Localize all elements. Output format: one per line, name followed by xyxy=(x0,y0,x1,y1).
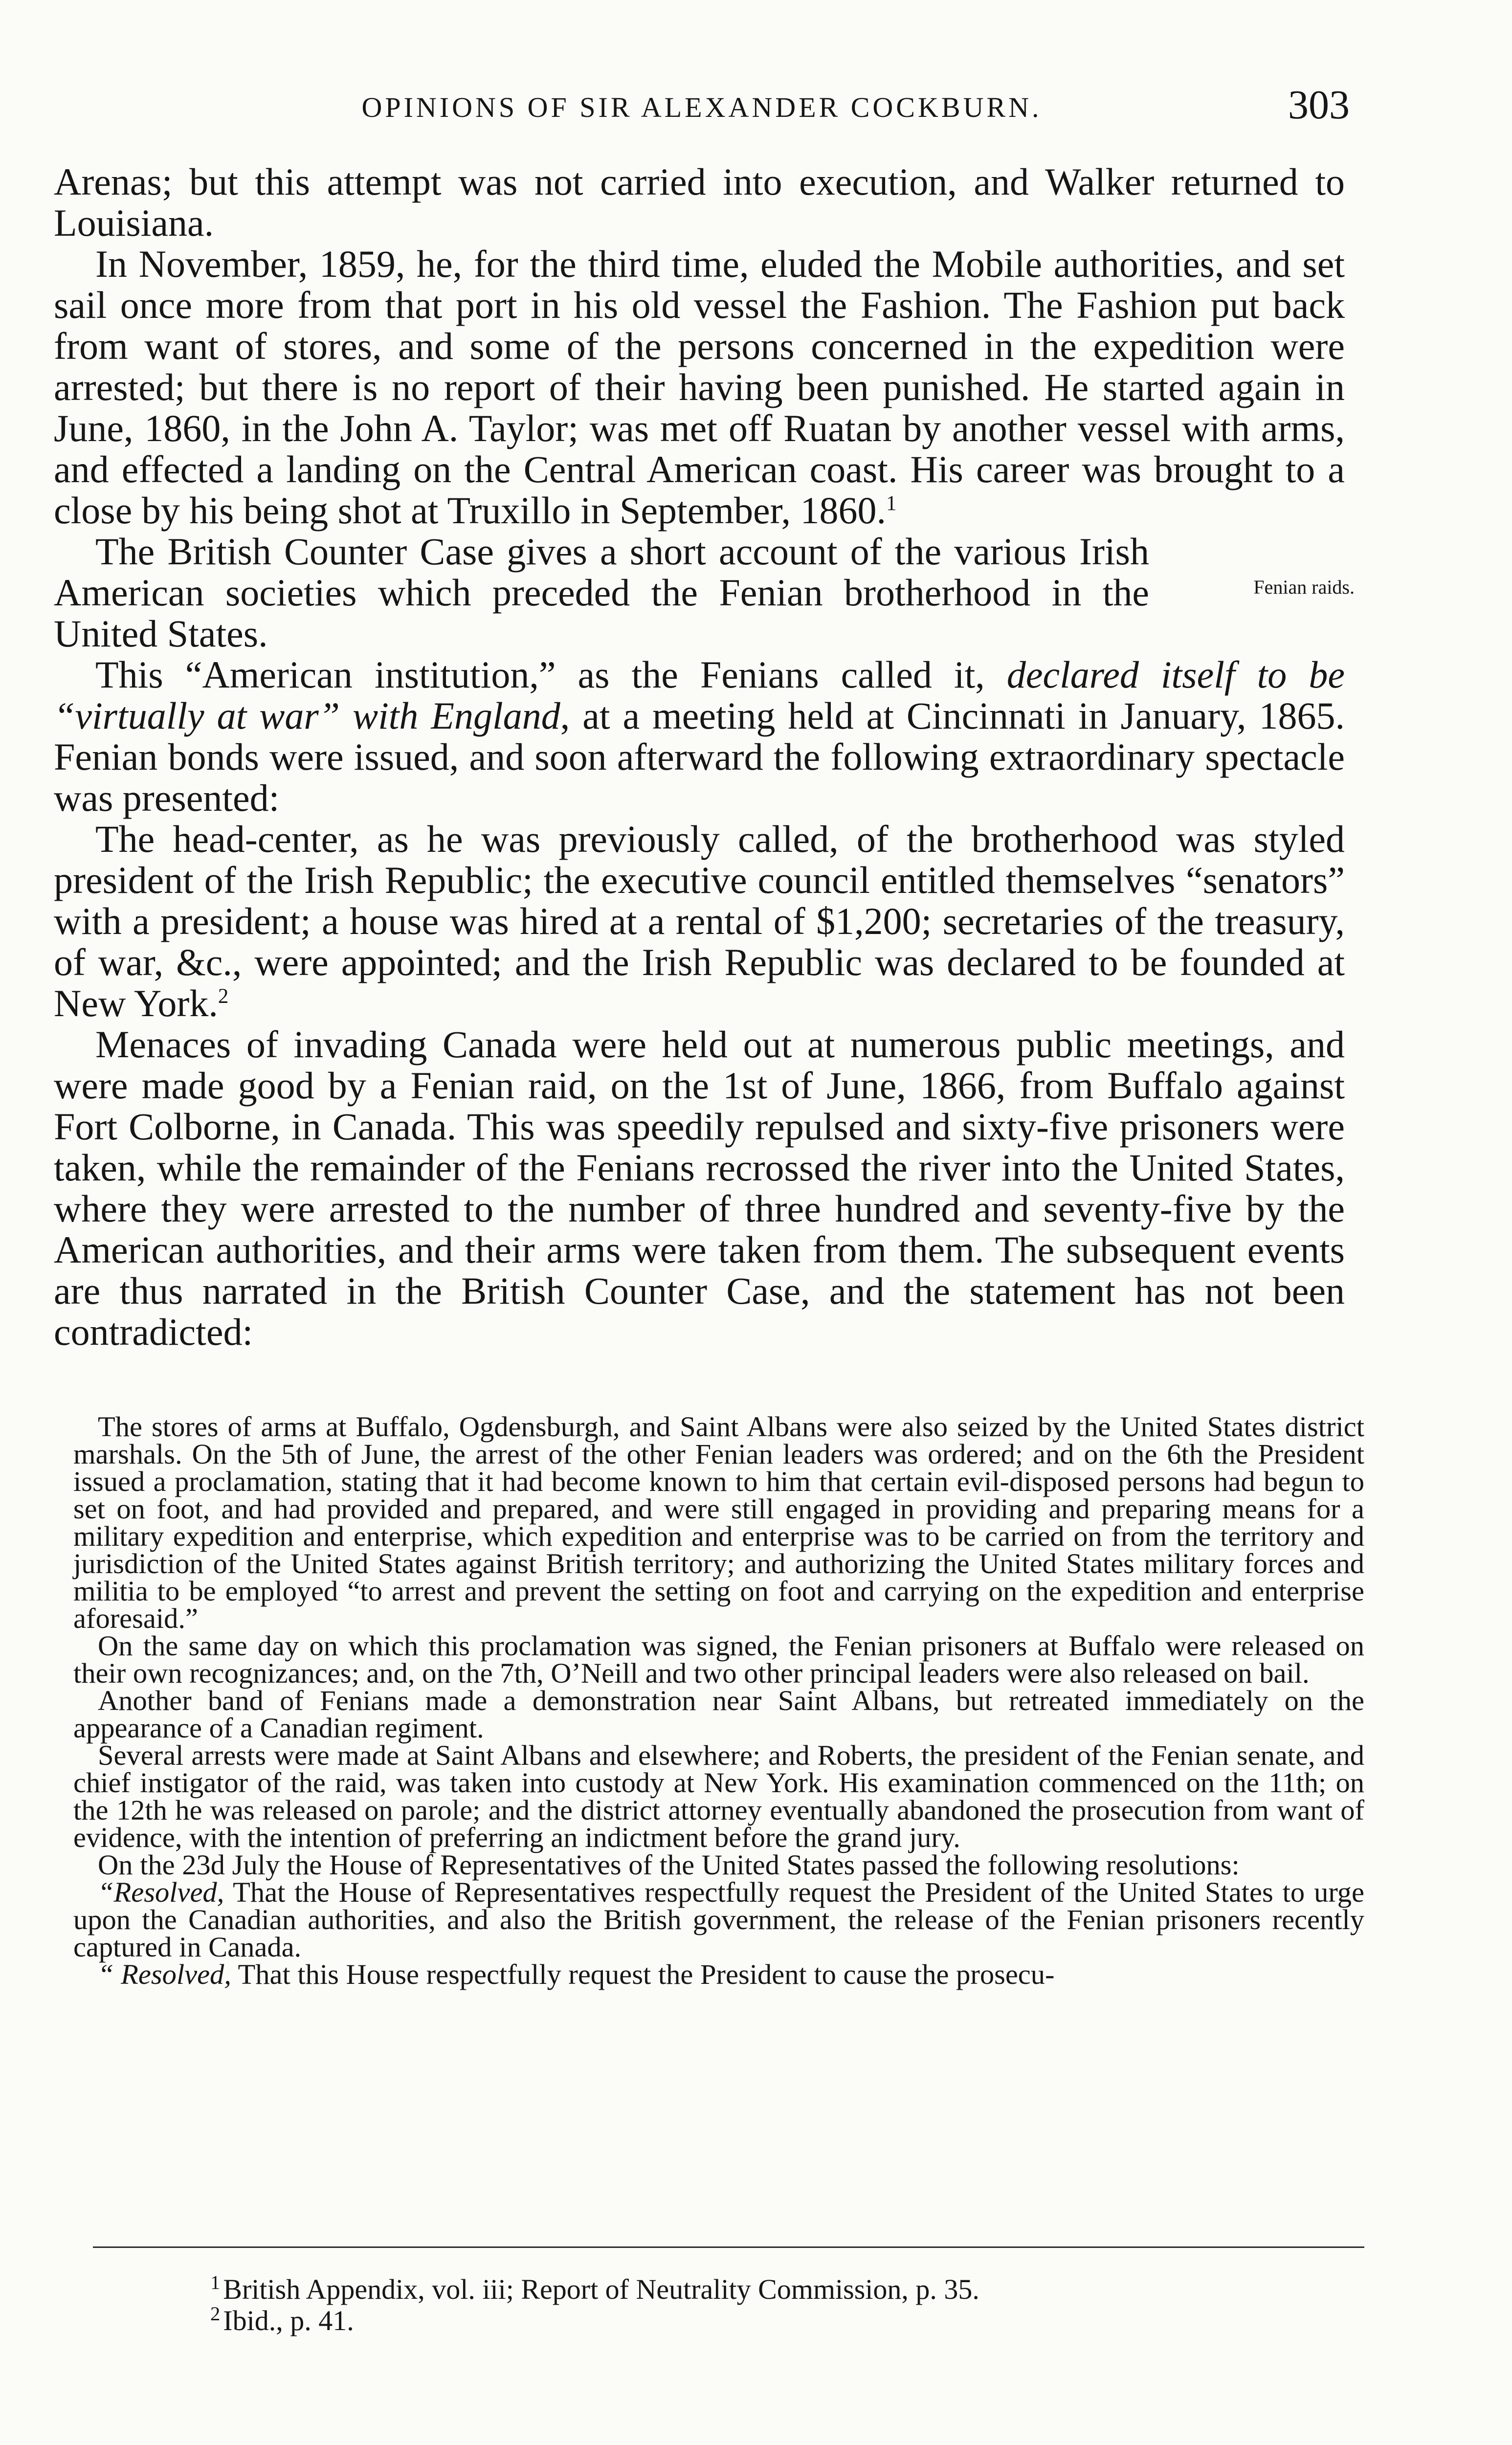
italic-text: “Resolved, xyxy=(98,1876,224,1908)
extract-paragraph: On the same day on which this proclamation was signed, the Fenian prisoners at Buffalo were released on their own recognizances; and, on the 7th, O’Neill and two other principal leaders were also released on bail. xyxy=(73,1630,1364,1689)
extract-paragraph: Another band of Fenians made a demonstration near Saint Albans, but retreated immediately on the appearance of a Canadian regiment. xyxy=(73,1685,1364,1744)
running-header xyxy=(54,83,1350,137)
paragraph-text: That the House of Representatives respectfully request the President of the United States to urge upon the Canadian authorities, and also the British government, the release of the Fenian prisoners recently captured in Canada. xyxy=(73,1876,1364,1963)
footnote-divider xyxy=(93,2246,1364,2248)
paragraph xyxy=(54,244,1345,531)
margin-note: Fenian raids. xyxy=(1253,576,1355,598)
running-title: OPINIONS OF SIR ALEXANDER COCKBURN. xyxy=(361,91,1042,123)
italic-text: declared itself to be “virtually at war” with England xyxy=(54,653,1345,737)
main-text xyxy=(54,160,1355,1353)
paragraph-text: This “American institution,” as the Fenians called it, xyxy=(95,653,1007,696)
paragraph: Arenas; but this attempt was not carried into execution, and Walker returned to Louisiana. xyxy=(54,160,1345,244)
footnote-text: Ibid., p. 41. xyxy=(223,2305,354,2336)
extract-paragraph: Several arrests were made at Saint Albans and elsewhere; and Roberts, the president of the Fenian senate, and chief instigator of the raid, was taken into custody at New York. His examination commenced on the 11th; on the 12th he was released on parole; and the district attorney eventually abandoned the prosecution from want of evidence, with the intention of preferring an indictment before the grand jury. xyxy=(73,1739,1364,1853)
italic-text: “ Resolved, xyxy=(98,1958,231,1990)
paragraph-text: In November, 1859, he, for the third time, eluded the Mobile authorities, and set sail once more from that port in his old vessel the Fashion. The Fashion put back from want of stores, and some of the persons concerned in the expedition were arrested; but there is no report of their having been punished. He started again in June, 1860, in the John A. Taylor; was met off Ruatan by another vessel with arms, and effected a landing on the Central American coast. His career was brought to a close by his being shot at Truxillo in September, 1860. xyxy=(54,243,1345,532)
extract-paragraph xyxy=(73,1958,1364,1990)
paragraph xyxy=(54,819,1345,1024)
paragraph-text: The British Counter Case gives a short account of the various Irish American societies which preceded the Fenian brotherhood in the United States. xyxy=(54,530,1149,655)
footnote-text: British Appendix, vol. iii; Report of Neutrality Commission, p. 35. xyxy=(223,2273,979,2305)
paragraph xyxy=(54,530,1355,655)
paragraph xyxy=(54,654,1345,819)
paragraph-text: , at a meeting held at Cincinnati in January, 1865. Fenian bonds were issued, and soon afterward the following extraordinary spectacle was presented: xyxy=(54,694,1345,819)
footnote-ref: 2 xyxy=(218,985,229,1008)
footnote-mark: 1 xyxy=(210,2271,221,2293)
footnote-mark: 2 xyxy=(210,2302,221,2325)
footnote-ref: 1 xyxy=(886,492,897,515)
paragraph-text: That this House respectfully request the President to cause the prosecu- xyxy=(231,1958,1055,1990)
quoted-extract xyxy=(73,1413,1364,1988)
footnote xyxy=(210,2271,1335,2305)
footnotes xyxy=(210,2271,1335,2336)
page-number: 303 xyxy=(1288,82,1350,128)
extract-paragraph: The stores of arms at Buffalo, Ogdensburgh, and Saint Albans were also seized by the United States district marshals. On the 5th of June, the arrest of the other Fenian leaders was ordered; and on the 6th the President issued a proclamation, stating that it had become known to him that certain evil-disposed persons had begun to set on foot, and had provided and prepared, and were still engaged in providing and preparing means for a military expedition and enterprise, which expedition and enterprise was to be carried on from the territory and jurisdiction of the United States against British territory; and authorizing the United States military forces and militia to be employed “to arrest and prevent the setting on foot and carrying on the expedition and enterprise aforesaid.” xyxy=(73,1411,1364,1634)
extract-paragraph xyxy=(73,1876,1364,1963)
footnote xyxy=(210,2302,1335,2336)
extract-paragraph: On the 23d July the House of Representatives of the United States passed the following resolutions: xyxy=(98,1849,1240,1881)
paragraph-text: The head-center, as he was previously called, of the brotherhood was styled president of the Irish Republic; the executive council entitled themselves “senators” with a president; a house was hired at a rental of $1,200; secretaries of the treasury, of war, &c., were appointed; and the Irish Republic was declared to be founded at New York. xyxy=(54,818,1345,1024)
paragraph: Menaces of invading Canada were held out at numerous public meetings, and were made good by a Fenian raid, on the 1st of June, 1866, from Buffalo against Fort Colborne, in Canada. This was speedily repulsed and sixty-five prisoners were taken, while the remainder of the Fenians recrossed the river into the United States, where they were arrested to the number of three hundred and seventy-five by the American authorities, and their arms were taken from them. The subsequent events are thus narrated in the British Counter Case, and the statement has not been contradicted: xyxy=(54,1023,1345,1353)
